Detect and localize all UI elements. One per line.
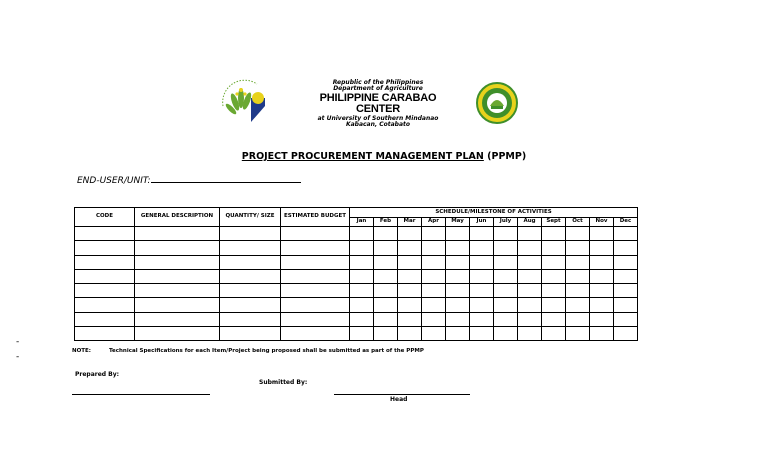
table-row	[75, 312, 638, 326]
table-cell[interactable]	[374, 227, 398, 241]
table-row	[75, 298, 638, 312]
note-text: Technical Specifications for each Item/Project being proposed shall be submitted as part of the PPMP	[109, 348, 424, 354]
table-cell[interactable]	[350, 227, 374, 241]
table-cell[interactable]	[590, 298, 614, 312]
table-cell[interactable]	[542, 269, 566, 283]
table-cell[interactable]	[470, 327, 494, 341]
table-cell[interactable]	[470, 284, 494, 298]
table-cell[interactable]	[542, 284, 566, 298]
table-cell[interactable]	[614, 269, 638, 283]
note-label: NOTE:	[72, 348, 91, 354]
table-cell[interactable]	[350, 269, 374, 283]
table-cell[interactable]	[135, 255, 220, 269]
table-cell[interactable]	[518, 269, 542, 283]
document-title-suffix: (PPMP)	[483, 151, 527, 162]
table-cell[interactable]	[518, 284, 542, 298]
table-cell[interactable]	[470, 255, 494, 269]
table-cell[interactable]	[542, 312, 566, 326]
month-header: Feb	[374, 218, 398, 227]
table-cell[interactable]	[422, 241, 446, 255]
table-cell[interactable]	[220, 298, 281, 312]
table-cell[interactable]	[614, 227, 638, 241]
table-cell[interactable]	[135, 227, 220, 241]
table-cell[interactable]	[75, 255, 135, 269]
table-cell[interactable]	[75, 312, 135, 326]
table-cell[interactable]	[350, 298, 374, 312]
head-label: Head	[390, 396, 408, 403]
table-cell[interactable]	[135, 269, 220, 283]
bullet-dash: -	[16, 352, 20, 362]
table-cell[interactable]	[398, 298, 422, 312]
table-cell[interactable]	[446, 269, 470, 283]
table-cell[interactable]	[566, 269, 590, 283]
month-header: Aug	[518, 218, 542, 227]
table-cell[interactable]	[542, 255, 566, 269]
table-cell[interactable]	[398, 327, 422, 341]
col-header-description: GENERAL DESCRIPTION	[135, 208, 220, 227]
table-cell[interactable]	[135, 241, 220, 255]
table-cell[interactable]	[494, 255, 518, 269]
table-row	[75, 227, 638, 241]
table-cell[interactable]	[494, 227, 518, 241]
table-cell[interactable]	[566, 298, 590, 312]
table-cell[interactable]	[518, 327, 542, 341]
table-cell[interactable]	[494, 298, 518, 312]
submitted-by-label: Submitted By:	[259, 379, 308, 386]
table-cell[interactable]	[518, 298, 542, 312]
table-cell[interactable]	[374, 255, 398, 269]
table-cell[interactable]	[75, 298, 135, 312]
letterhead-org-name: PHILIPPINE CARABAO CENTER	[319, 91, 437, 116]
letterhead-line-university: at University of Southern Mindanao	[317, 114, 439, 122]
table-cell[interactable]	[422, 298, 446, 312]
table-cell[interactable]	[398, 269, 422, 283]
table-cell[interactable]	[566, 284, 590, 298]
table-cell[interactable]	[398, 241, 422, 255]
department-of-agriculture-logo	[217, 76, 269, 126]
table-cell[interactable]	[350, 241, 374, 255]
month-header: Apr	[422, 218, 446, 227]
table-cell[interactable]	[75, 269, 135, 283]
end-user-field	[77, 174, 301, 186]
table-cell[interactable]	[75, 327, 135, 341]
month-header: Oct	[566, 218, 590, 227]
table-cell[interactable]	[590, 241, 614, 255]
table-cell[interactable]	[220, 269, 281, 283]
university-seal-logo	[476, 82, 518, 124]
table-cell[interactable]	[281, 312, 350, 326]
table-cell[interactable]	[590, 284, 614, 298]
table-cell[interactable]	[374, 269, 398, 283]
document-title-main: PROJECT PROCUREMENT MANAGEMENT PLAN	[241, 151, 484, 162]
table-cell[interactable]	[422, 312, 446, 326]
table-cell[interactable]	[542, 298, 566, 312]
table-cell[interactable]	[281, 227, 350, 241]
table-cell[interactable]	[398, 227, 422, 241]
table-cell[interactable]	[398, 284, 422, 298]
table-cell[interactable]	[281, 241, 350, 255]
table-row	[75, 284, 638, 298]
table-cell[interactable]	[220, 284, 281, 298]
table-cell[interactable]	[374, 284, 398, 298]
table-cell[interactable]	[470, 298, 494, 312]
prepared-by-label: Prepared By:	[75, 371, 120, 378]
table-cell[interactable]	[220, 312, 281, 326]
table-cell[interactable]	[542, 241, 566, 255]
table-cell[interactable]	[590, 227, 614, 241]
end-user-label: END-USER/UNIT:	[77, 176, 151, 186]
col-header-code: CODE	[75, 208, 135, 227]
table-cell[interactable]	[494, 312, 518, 326]
table-cell[interactable]	[566, 241, 590, 255]
table-cell[interactable]	[422, 255, 446, 269]
table-cell[interactable]	[518, 227, 542, 241]
table-cell[interactable]	[446, 241, 470, 255]
letterhead-line-republic: Republic of the Philippines	[332, 79, 424, 86]
table-cell[interactable]	[470, 227, 494, 241]
table-cell[interactable]	[422, 284, 446, 298]
table-cell[interactable]	[75, 284, 135, 298]
table-cell[interactable]	[566, 327, 590, 341]
table-cell[interactable]	[374, 241, 398, 255]
month-header: Nov	[590, 218, 614, 227]
table-cell[interactable]	[614, 284, 638, 298]
table-cell[interactable]	[494, 269, 518, 283]
table-cell[interactable]	[470, 241, 494, 255]
table-cell[interactable]	[590, 327, 614, 341]
table-cell[interactable]	[494, 284, 518, 298]
submitted-by-signature-line[interactable]	[334, 394, 470, 395]
table-row	[75, 269, 638, 283]
table-cell[interactable]	[446, 298, 470, 312]
table-cell[interactable]	[281, 255, 350, 269]
table-cell[interactable]	[281, 298, 350, 312]
table-cell[interactable]	[518, 312, 542, 326]
table-cell[interactable]	[590, 269, 614, 283]
table-cell[interactable]	[542, 227, 566, 241]
table-cell[interactable]	[614, 327, 638, 341]
note	[72, 348, 424, 354]
table-cell[interactable]	[281, 269, 350, 283]
letterhead-line-department: Department of Agriculture	[333, 85, 423, 93]
month-header: Mar	[398, 218, 422, 227]
table-cell[interactable]	[566, 312, 590, 326]
table-cell[interactable]	[75, 241, 135, 255]
prepared-by-signature-line[interactable]	[72, 394, 210, 395]
table-cell[interactable]	[135, 327, 220, 341]
table-cell[interactable]	[220, 227, 281, 241]
table-cell[interactable]	[374, 298, 398, 312]
table-cell[interactable]	[590, 255, 614, 269]
table-cell[interactable]	[75, 227, 135, 241]
month-header: May	[446, 218, 470, 227]
end-user-blank-line[interactable]	[151, 174, 301, 183]
table-cell[interactable]	[518, 241, 542, 255]
table-cell[interactable]	[398, 255, 422, 269]
month-header: Sept	[542, 218, 566, 227]
table-cell[interactable]	[350, 255, 374, 269]
table-cell[interactable]	[422, 227, 446, 241]
table-cell[interactable]	[446, 312, 470, 326]
table-cell[interactable]	[374, 312, 398, 326]
table-cell[interactable]	[374, 327, 398, 341]
col-header-quantity: QUANTITY/ SIZE	[220, 208, 281, 227]
table-cell[interactable]	[518, 255, 542, 269]
table-cell[interactable]	[135, 312, 220, 326]
table-cell[interactable]	[542, 327, 566, 341]
table-row	[75, 255, 638, 269]
bullet-dash: -	[16, 337, 20, 347]
table-cell[interactable]	[446, 284, 470, 298]
letterhead	[308, 80, 448, 128]
table-cell[interactable]	[494, 327, 518, 341]
table-cell[interactable]	[135, 298, 220, 312]
table-cell[interactable]	[281, 284, 350, 298]
table-row	[75, 241, 638, 255]
ppmp-table	[74, 207, 638, 341]
month-header: Jun	[470, 218, 494, 227]
table-cell[interactable]	[398, 312, 422, 326]
month-header: Jan	[350, 218, 374, 227]
table-cell[interactable]	[470, 312, 494, 326]
table-cell[interactable]	[470, 269, 494, 283]
table-cell[interactable]	[590, 312, 614, 326]
table-cell[interactable]	[220, 241, 281, 255]
table-cell[interactable]	[135, 284, 220, 298]
table-cell[interactable]	[614, 298, 638, 312]
table-cell[interactable]	[350, 312, 374, 326]
month-header: Dec	[614, 218, 638, 227]
letterhead-line-location: Kabacan, Cotabato	[345, 120, 411, 128]
table-cell[interactable]	[614, 255, 638, 269]
table-cell[interactable]	[446, 227, 470, 241]
col-header-schedule: SCHEDULE/MILESTONE OF ACTIVITIES	[350, 208, 638, 218]
table-cell[interactable]	[494, 241, 518, 255]
month-header: July	[494, 218, 518, 227]
table-cell[interactable]	[566, 227, 590, 241]
table-row	[75, 327, 638, 341]
table-cell[interactable]	[350, 284, 374, 298]
document-title	[0, 151, 768, 162]
table-cell[interactable]	[220, 327, 281, 341]
table-cell[interactable]	[446, 255, 470, 269]
table-cell[interactable]	[220, 255, 281, 269]
table-cell[interactable]	[350, 327, 374, 341]
table-cell[interactable]	[566, 255, 590, 269]
table-cell[interactable]	[422, 327, 446, 341]
table-cell[interactable]	[614, 241, 638, 255]
table-cell[interactable]	[614, 312, 638, 326]
table-cell[interactable]	[281, 327, 350, 341]
col-header-budget: ESTIMATED BUDGET	[281, 208, 350, 227]
table-cell[interactable]	[422, 269, 446, 283]
table-cell[interactable]	[446, 327, 470, 341]
